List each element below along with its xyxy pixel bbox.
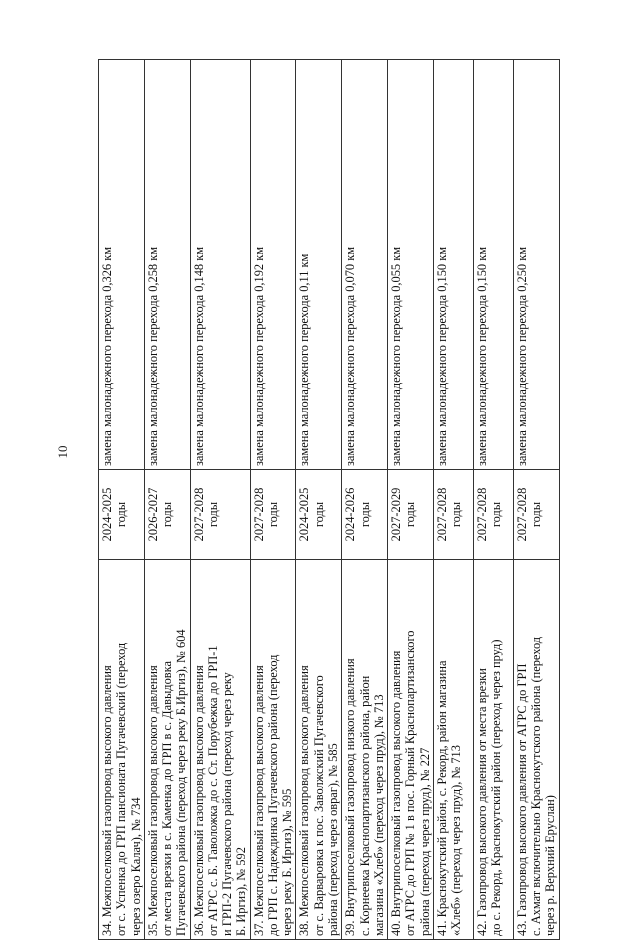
table-row bbox=[473, 60, 513, 940]
object-name-line: от с. Успенка до ГРП пансионата Пугачевский (переход bbox=[114, 642, 129, 936]
years-word: годы bbox=[205, 501, 220, 528]
work-cell: замена малонадежного перехода 0,150 км bbox=[473, 60, 513, 470]
years-word: годы bbox=[160, 501, 175, 528]
years-cell bbox=[388, 470, 434, 560]
years-range: 2027-2028 bbox=[434, 487, 449, 542]
work-cell: замена малонадежного перехода 0,150 км bbox=[433, 60, 473, 470]
years-word: годы bbox=[357, 501, 372, 528]
object-name-line: от с. Варваровка к пос. Заволжский Пугачевского bbox=[311, 675, 326, 936]
object-name-line: Пугачевского района (переход через реку Б.Иргиз), № 604 bbox=[174, 629, 189, 936]
years-range: 2027-2028 bbox=[191, 487, 206, 542]
rotated-table-container bbox=[98, 60, 618, 940]
years-cell bbox=[513, 470, 559, 560]
object-name-line: от места врезки в с. Каменка до ГРП в с. Давыдовка bbox=[160, 661, 175, 936]
object-name-line: района (переход через овраг), № 585 bbox=[325, 743, 340, 936]
object-name-line: до ГРП с. Надеждинка Пугачевского района (переход bbox=[265, 654, 280, 936]
object-name-line: 41. Краснокутский район, с. Рекорд, район магазина bbox=[434, 660, 449, 936]
years-range: 2024-2026 bbox=[343, 487, 358, 542]
years-word: годы bbox=[311, 501, 326, 528]
years-cell bbox=[433, 470, 473, 560]
years-cell bbox=[296, 470, 342, 560]
table-row bbox=[388, 60, 434, 940]
object-name-cell bbox=[190, 560, 250, 940]
years-cell bbox=[342, 470, 388, 560]
table-row bbox=[433, 60, 473, 940]
years-word: годы bbox=[449, 501, 464, 528]
object-name-line: с. Ахмат включительно Краснокутского района (переход bbox=[529, 636, 544, 936]
work-cell: замена малонадежного перехода 0,258 км bbox=[144, 60, 190, 470]
table-row bbox=[99, 60, 145, 940]
work-cell: замена малонадежного перехода 0,070 км bbox=[342, 60, 388, 470]
work-cell: замена малонадежного перехода 0,250 км bbox=[513, 60, 559, 470]
object-name-line: с. Корнеевка Краснопартизанского района, район bbox=[357, 675, 372, 936]
object-name-line: «Хлеб» (переход через пруд), № 713 bbox=[449, 745, 464, 936]
work-cell: замена малонадежного перехода 0,326 км bbox=[99, 60, 145, 470]
object-name-line: до с. Рекорд, Краснокутский район (переход через пруд) bbox=[489, 639, 504, 936]
years-range: 2024-2025 bbox=[297, 487, 312, 542]
years-word: годы bbox=[403, 501, 418, 528]
object-name-line: через озеро Калач), № 734 bbox=[128, 797, 143, 936]
table-row bbox=[250, 60, 296, 940]
object-name-cell bbox=[513, 560, 559, 940]
table-row bbox=[296, 60, 342, 940]
years-range: 2027-2028 bbox=[251, 487, 266, 542]
object-name-line: 37. Межпоселковый газопровод высокого давления bbox=[251, 665, 266, 936]
years-cell bbox=[473, 470, 513, 560]
object-name-line: 34. Межпоселковый газопровод высокого давления bbox=[100, 665, 114, 936]
years-range: 2027-2029 bbox=[389, 487, 404, 542]
years-cell bbox=[190, 470, 250, 560]
years-range: 2027-2028 bbox=[514, 487, 529, 542]
object-name-line: от АГРС с. Б. Таволожка до с. Ст. Порубежка до ГРП-1 bbox=[205, 645, 220, 936]
object-name-line: 40. Внутрипоселковый газопровод высокого давления bbox=[389, 650, 404, 936]
object-name-line: района (переход через пруд), № 227 bbox=[417, 747, 432, 936]
object-name-cell bbox=[433, 560, 473, 940]
object-name-cell bbox=[144, 560, 190, 940]
object-name-line: 42. Газопровод высокого давления от места врезки bbox=[474, 668, 489, 936]
object-name-line: 39. Внутрипоселковый газопровод низкого давления bbox=[343, 658, 358, 936]
page-number: 10 bbox=[55, 445, 70, 459]
work-cell: замена малонадежного перехода 0,11 км bbox=[296, 60, 342, 470]
years-range: 2026-2027 bbox=[145, 487, 160, 542]
years-range: 2027-2028 bbox=[474, 487, 489, 542]
table-row bbox=[342, 60, 388, 940]
gas-pipeline-table bbox=[98, 59, 560, 940]
object-name-cell bbox=[342, 560, 388, 940]
work-cell: замена малонадежного перехода 0,148 км bbox=[190, 60, 250, 470]
object-name-cell bbox=[388, 560, 434, 940]
table-row bbox=[144, 60, 190, 940]
years-range: 2024-2025 bbox=[100, 487, 114, 542]
object-name-line: 43. Газопровод высокого давления от АГРС до ГРП bbox=[514, 663, 529, 936]
work-cell: замена малонадежного перехода 0,192 км bbox=[250, 60, 296, 470]
years-cell bbox=[144, 470, 190, 560]
object-name-line: 35. Межпоселковый газопровод высокого давления bbox=[145, 665, 160, 936]
object-name-cell bbox=[250, 560, 296, 940]
object-name-line: от АГРС до ГРП № 1 в пос. Горный Краснопартизанского bbox=[403, 630, 418, 936]
years-word: годы bbox=[265, 501, 280, 528]
object-name-line: через р. Верхний Еруслан) bbox=[543, 795, 558, 936]
years-word: годы bbox=[529, 501, 544, 528]
object-name-line: магазина «Хлеб» (переход через пруд), № 713 bbox=[371, 694, 386, 936]
object-name-line: 38. Межпоселковый газопровод высокого давления bbox=[297, 665, 312, 936]
years-cell bbox=[99, 470, 145, 560]
object-name-cell bbox=[473, 560, 513, 940]
work-cell: замена малонадежного перехода 0,055 км bbox=[388, 60, 434, 470]
object-name-line: Б. Иргиз), № 592 bbox=[234, 847, 249, 936]
object-name-line: через реку Б. Иргиз), № 595 bbox=[280, 788, 295, 936]
table-row bbox=[190, 60, 250, 940]
years-cell bbox=[250, 470, 296, 560]
years-word: годы bbox=[114, 501, 129, 528]
object-name-cell bbox=[296, 560, 342, 940]
object-name-line: и ГРП-2 Пугачевского района (переход через реку bbox=[220, 672, 235, 936]
object-name-cell bbox=[99, 560, 145, 940]
table-row bbox=[513, 60, 559, 940]
object-name-line: 36. Межпоселковый газопровод высокого давления bbox=[191, 665, 206, 936]
years-word: годы bbox=[489, 501, 504, 528]
